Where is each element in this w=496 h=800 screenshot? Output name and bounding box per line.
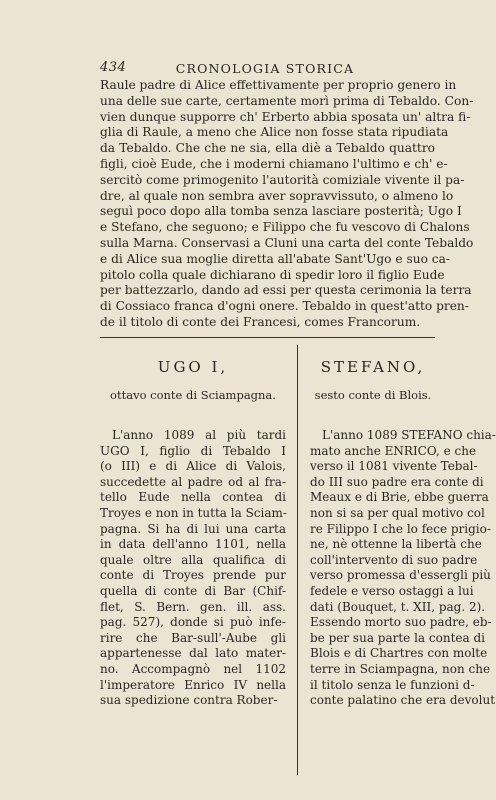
left-text-line: conte di Troyes prende pur (100, 568, 286, 583)
left-text-line: flet, S. Bern. gen. ill. ass. (100, 599, 286, 614)
right-column-text (310, 428, 496, 709)
horizontal-divider (100, 337, 435, 338)
right-text-line: re Filippo I che lo fece prigio- (310, 521, 491, 536)
right-column-heading: STEFANO, (320, 358, 426, 376)
page-number: 434 (100, 60, 127, 75)
left-column-heading: UGO I, (157, 358, 229, 376)
intro-line: glia di Raule, a meno che Alice non fosse stata ripudiata (100, 125, 449, 140)
intro-line: figli, cioè Eude, che i moderni chiamano l'ultimo e ch' e- (100, 156, 448, 171)
right-text-line: ne, nè ottenne la libertà che (310, 537, 482, 552)
right-column-subheading: sesto conte di Blois. (314, 388, 432, 402)
left-text-line: (o III) e di Alice di Valois, (100, 459, 286, 474)
left-text-line: L'anno 1089 al più tardi (112, 428, 286, 442)
intro-line: sulla Marna. Conservasi a Cluni una carta del conte Tebaldo (100, 235, 474, 250)
intro-line: da Tebaldo. Che che ne sia, ella diè a Tebaldo quattro (100, 141, 435, 156)
running-header (100, 60, 430, 80)
right-text-line: do III suo padre era conte di (310, 474, 484, 489)
intro-line: de il titolo di conte dei Francesi, comes Francorum. (100, 314, 421, 329)
intro-line: e Stefano, che seguono; e Filippo che fu vescovo di Chalons (100, 220, 470, 235)
intro-line: di Cossiaco franca d'ogni onere. Tebaldo in quest'atto pren- (100, 299, 469, 314)
intro-line: seguì poco dopo alla tomba senza lasciare posterità; Ugo I (100, 204, 462, 219)
intro-line: una delle sue carte, certamente morì prima di Tebaldo. Con- (100, 93, 474, 108)
intro-line: vien dunque supporre ch' Erberto abbia sposata un' altra fi- (100, 109, 471, 124)
right-text-line: Meaux e di Brie, ebbe guerra (310, 490, 489, 505)
left-text-line: in data dell'anno 1101, nella (100, 537, 286, 552)
right-text-line: fedele e verso ostaggi a lui (310, 583, 474, 598)
intro-paragraph (100, 78, 474, 331)
right-text-line: non si sa per qual motivo col (310, 505, 485, 520)
left-text-line: sua spedizione contra Rober- (100, 693, 278, 708)
right-text-line: Essendo morto suo padre, eb- (310, 615, 492, 630)
intro-line: per battezzarlo, dando ad essi per questa cerimonia la terra (100, 283, 472, 298)
left-text-line: no. Accompagnò nel 1102 (100, 661, 286, 676)
intro-line: dre, al quale non sembra aver sopravvissuto, o almeno lo (100, 188, 454, 203)
right-text-line: mato anche ENRICO, e che (310, 443, 477, 458)
running-title: CRONOLOGIA STORICA (175, 61, 355, 76)
intro-line: sercitò come primogenito l'autorità comiziale vivente il pa- (100, 172, 465, 187)
intro-line: pitolo colla quale dichiarano di spedir loro il figlio Eude (100, 267, 445, 282)
right-text-line: L'anno 1089 STEFANO chia- (322, 428, 496, 442)
right-text-line: be per sua parte la contea di (310, 630, 485, 645)
right-text-line: terre in Sciampagna, non che (310, 661, 491, 676)
right-text-line: coll'intervento di suo padre (310, 552, 478, 567)
right-column (310, 358, 496, 709)
left-text-line: UGO I, figlio di Tebaldo I (100, 443, 286, 458)
left-text-line: tello Eude nella contea di (100, 490, 286, 505)
right-text-line: il titolo senza le funzioni d- (310, 677, 475, 692)
right-text-line: verso il 1081 vivente Tebal- (310, 459, 478, 474)
right-text-line: dati (Bouquet, t. XII, pag. 2). (310, 599, 486, 614)
left-column (100, 360, 286, 709)
left-text-line: quella di conte di Bar (Chif- (100, 583, 286, 598)
left-text-line: rire che Bar-sull'-Aube gli (100, 630, 286, 645)
intro-line: Raule padre di Alice effettivamente per proprio genero in (100, 78, 457, 92)
left-text-line: quale oltre alla qualifica di (100, 552, 286, 567)
left-text-line: succedette al padre od al fra- (100, 474, 286, 489)
left-text-line: pagna. Si ha di lui una carta (100, 521, 286, 536)
right-text-line: Blois e di Chartres con molte (310, 646, 488, 661)
left-text-line: pag. 527), donde si può infe- (100, 615, 286, 630)
left-column-text (100, 428, 286, 709)
left-text-line: l'imperatore Enrico IV nella (100, 677, 286, 692)
left-column-subheading: ottavo conte di Sciampagna. (110, 388, 276, 402)
left-text-line: appartenesse dal lato mater- (100, 646, 286, 661)
right-text-line: conte palatino che era devolut (310, 693, 496, 708)
column-divider (297, 345, 298, 775)
intro-line: e di Alice sua moglie diretta all'abate Sant'Ugo e suo ca- (100, 251, 451, 266)
left-text-line: Troyes e non in tutta la Sciam- (100, 505, 287, 520)
right-text-line: verso promessa d'essergli più (310, 568, 491, 583)
